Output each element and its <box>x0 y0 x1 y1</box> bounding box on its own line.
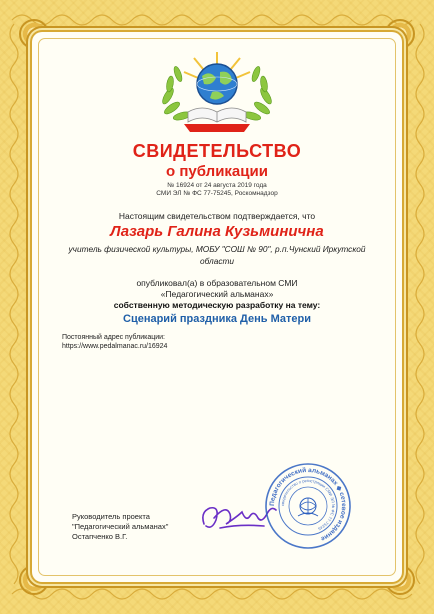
certificate-subtitle: о публикации <box>166 163 268 180</box>
publication-topic: Сценарий праздника День Матери <box>123 313 311 325</box>
published-line-1: опубликовал(а) в образовательном СМИ <box>136 278 298 288</box>
stamp-outer-text: Педагогический альманах ◆ сетевое издание <box>268 466 348 543</box>
head-name: Остапченко В.Г. <box>72 532 128 541</box>
stamp-inner-text: свидетельство о регистрации СМИ ЭЛ № ФС 77-75245 <box>279 477 337 532</box>
head-project: "Педагогический альманах" <box>72 522 169 531</box>
lead-text: Настоящим свидетельством подтверждается, что <box>118 211 316 221</box>
published-line-3: собственную методическую разработку на тему: <box>113 300 321 310</box>
address-link[interactable]: https://www.pedalmanac.ru/16924 <box>62 343 168 350</box>
publication-number: № 16924 от 24 августа 2019 года <box>167 182 267 189</box>
certificate-title: СВИДЕТЕЛЬСТВО <box>132 141 302 161</box>
registration-number: СМИ ЭЛ № ФС 77-75245, Роскомнадзор <box>156 190 278 197</box>
published-line-2: «Педагогический альманах» <box>160 289 274 299</box>
address-label: Постоянный адрес публикации: <box>62 334 166 341</box>
official-stamp-icon <box>264 462 352 550</box>
head-title: Руководитель проекта <box>72 512 150 521</box>
globe-emblem-icon <box>154 48 280 134</box>
person-name: Лазарь Галина Кузьминична <box>110 223 324 240</box>
person-role: учитель физической культуры, МОБУ "СОШ № 90", р.п.Чунский Иркутской области <box>68 244 366 266</box>
